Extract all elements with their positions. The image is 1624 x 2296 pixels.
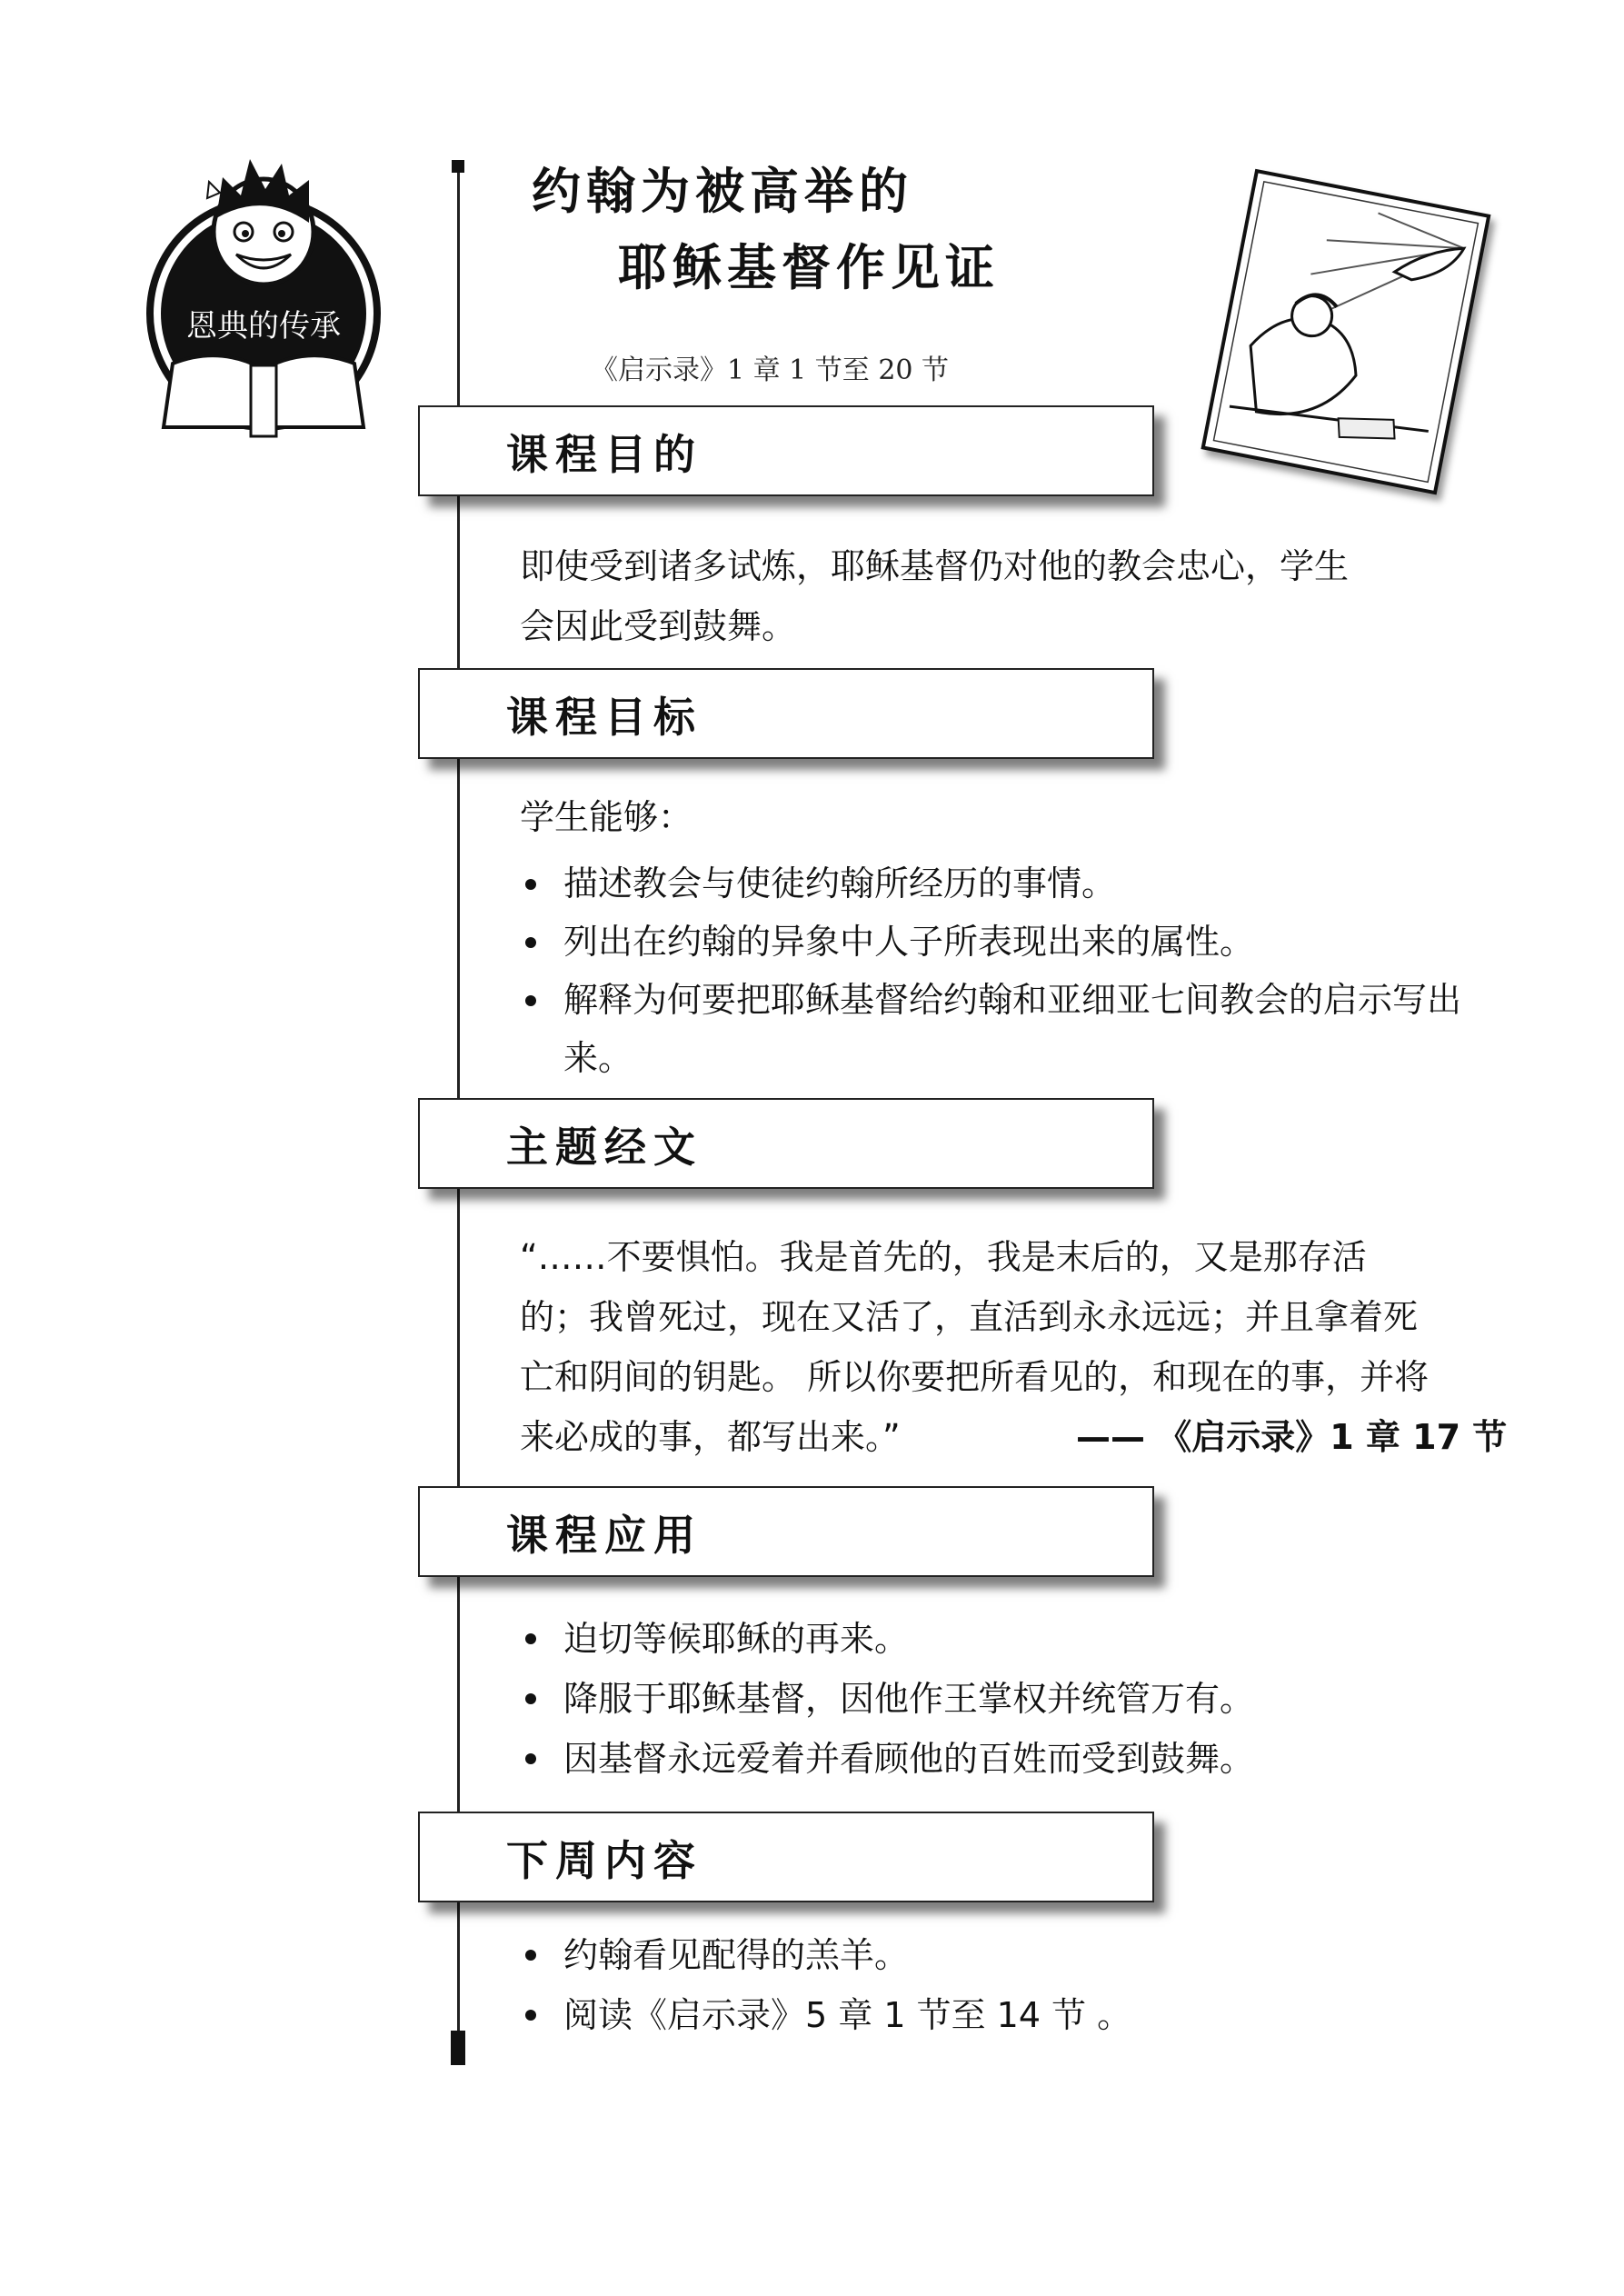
list-item: 阅读《启示录》5 章 1 节至 14 节 。 — [518, 1985, 1518, 2045]
verse-line — [520, 1407, 1538, 1467]
next-week-list — [518, 1925, 1518, 2045]
section-heading: 课程目标 — [506, 693, 702, 742]
section-header-theme-verse — [418, 1098, 1154, 1189]
list-item: 解释为何要把耶稣基督给约翰和亚细亚七间教会的启示写出来。 — [518, 971, 1518, 1087]
boy-reading-book-icon — [136, 155, 391, 454]
john-vision-illustration — [1172, 155, 1518, 518]
objectives-intro: 学生能够： — [520, 797, 693, 837]
section-header-next-week — [418, 1812, 1154, 1902]
purpose-line: 会因此受到鼓舞。 — [520, 606, 797, 646]
verse-line: 的；我曾死过，现在又活了，直活到永永远远；并且拿着死 — [520, 1297, 1419, 1337]
list-item: 迫切等候耶稣的再来。 — [518, 1609, 1518, 1669]
purpose-line: 即使受到诸多试炼，耶稣基督仍对他的教会忠心，学生 — [520, 546, 1350, 586]
lesson-title-line1: 约翰为被高举的 — [532, 163, 913, 220]
timeline-cap-top — [452, 160, 464, 173]
section-heading: 课程目的 — [506, 430, 702, 479]
theme-verse-text — [520, 1227, 1538, 1467]
section-header-objectives — [418, 668, 1154, 759]
section-heading: 主题经文 — [506, 1123, 702, 1172]
objectives-list — [518, 854, 1518, 1087]
list-item: 列出在约翰的异象中人子所表现出来的属性。 — [518, 913, 1518, 971]
section-header-purpose — [418, 405, 1154, 496]
section-heading: 下周内容 — [506, 1836, 702, 1885]
verse-line: “……不要惧怕。我是首先的，我是末后的，又是那存活 — [520, 1237, 1367, 1277]
list-item: 因基督永远爱着并看顾他的百姓而受到鼓舞。 — [518, 1729, 1518, 1789]
section-heading: 课程应用 — [506, 1511, 702, 1560]
scripture-reference: 《启示录》1 章 1 节至 20 节 — [591, 354, 950, 386]
list-item: 降服于耶稣基督，因他作王掌权并统管万有。 — [518, 1669, 1518, 1729]
timeline-cap-bottom — [451, 2031, 465, 2065]
list-item: 描述教会与使徒约翰所经历的事情。 — [518, 854, 1518, 913]
verse-line-end: 来必成的事，都写出来。” — [520, 1417, 901, 1457]
list-item: 约翰看见配得的羔羊。 — [518, 1925, 1518, 1985]
section-header-application — [418, 1486, 1154, 1577]
verse-line: 亡和阴间的钥匙。 所以你要把所看见的，和现在的事，并将 — [520, 1357, 1430, 1397]
purpose-text — [520, 536, 1349, 656]
verse-citation: —— 《启示录》1 章 17 节 — [1076, 1417, 1508, 1457]
logo-text: 恩典的传承 — [186, 308, 341, 344]
lesson-title-line2: 耶稣基督作见证 — [618, 239, 1000, 296]
application-list — [518, 1609, 1518, 1789]
